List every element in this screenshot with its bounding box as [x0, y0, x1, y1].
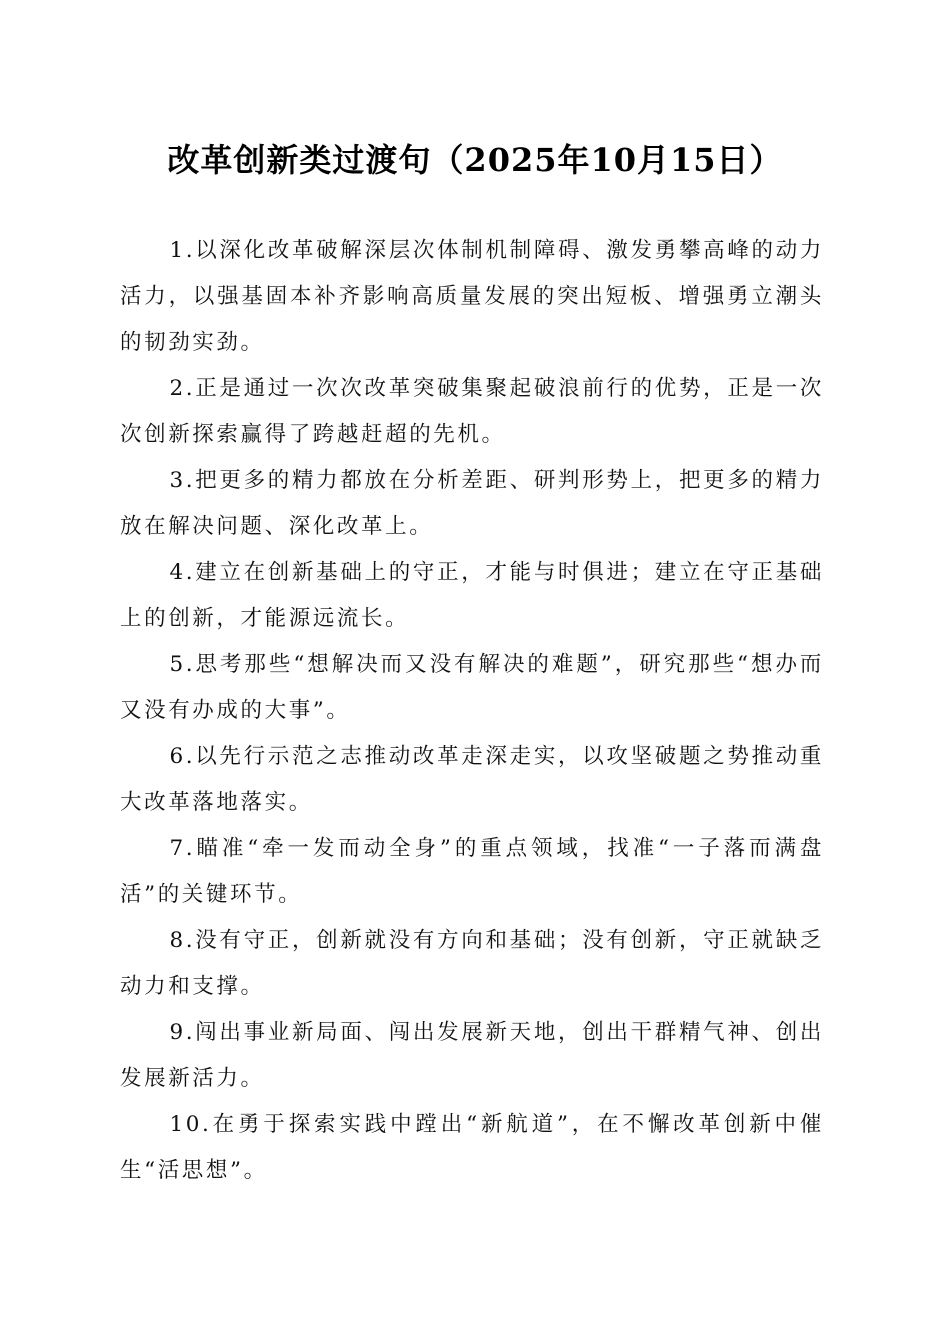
document-title: 改革创新类过渡句（2025年10月15日）	[167, 141, 783, 179]
paragraph-4: 4.建立在创新基础上的守正，才能与时俱进；建立在守正基础上的创新，才能源远流长。	[120, 560, 824, 631]
paragraph-8: 8.没有守正，创新就没有方向和基础；没有创新，守正就缺乏动力和支撑。	[120, 928, 824, 999]
paragraph-10: 10.在勇于探索实践中蹚出“新航道”，在不懈改革创新中催生“活思想”。	[120, 1112, 824, 1183]
document-body	[120, 228, 824, 1194]
paragraph-1: 1.以深化改革破解深层次体制机制障碍、激发勇攀高峰的动力活力，以强基固本补齐影响高质量发展的突出短板、增强勇立潮头的韧劲实劲。	[120, 238, 824, 355]
paragraph-2: 2.正是通过一次次改革突破集聚起破浪前行的优势，正是一次次创新探索赢得了跨越赶超的先机。	[120, 376, 824, 447]
paragraph-3: 3.把更多的精力都放在分析差距、研判形势上，把更多的精力放在解决问题、深化改革上。	[120, 468, 824, 539]
paragraph-6: 6.以先行示范之志推动改革走深走实，以攻坚破题之势推动重大改革落地落实。	[120, 744, 824, 815]
paragraph-7: 7.瞄准“牵一发而动全身”的重点领域，找准“一子落而满盘活”的关键环节。	[120, 836, 824, 907]
paragraph-5: 5.思考那些“想解决而又没有解决的难题”，研究那些“想办而又没有办成的大事”。	[120, 652, 824, 723]
paragraph-9: 9.闯出事业新局面、闯出发展新天地，创出干群精气神、创出发展新活力。	[120, 1020, 824, 1091]
